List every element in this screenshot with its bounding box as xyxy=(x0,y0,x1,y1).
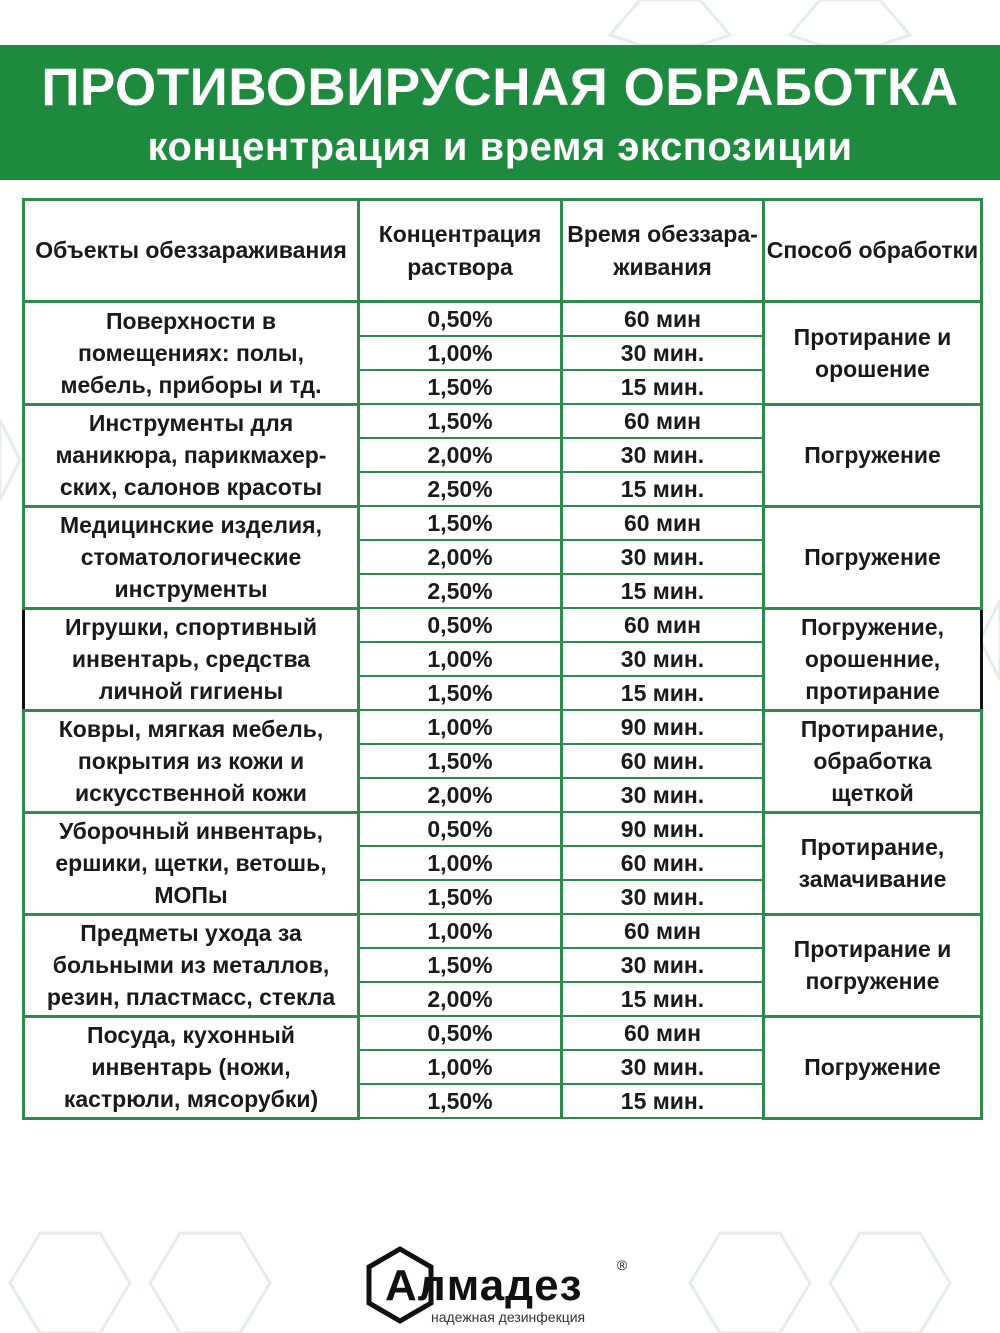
concentration-cell: 1,00% xyxy=(359,846,562,880)
concentration-cell: 1,50% xyxy=(359,506,562,540)
concentration-cell: 0,50% xyxy=(359,1016,562,1050)
concentration-cell: 0,50% xyxy=(359,608,562,642)
time-cell: 90 мин. xyxy=(562,812,764,846)
method-cell: Протирание и погружение xyxy=(764,914,982,1016)
concentration-cell: 1,00% xyxy=(359,710,562,744)
object-cell: Медицинские изделия, стоматологические инструменты xyxy=(24,506,359,608)
time-cell: 15 мин. xyxy=(562,676,764,710)
time-cell: 30 мин. xyxy=(562,336,764,370)
concentration-cell: 1,00% xyxy=(359,1050,562,1084)
concentration-cell: 2,50% xyxy=(359,472,562,506)
time-cell: 15 мин. xyxy=(562,982,764,1016)
concentration-cell: 1,50% xyxy=(359,880,562,914)
concentration-cell: 1,50% xyxy=(359,370,562,404)
time-cell: 15 мин. xyxy=(562,1084,764,1118)
method-cell: Погружение, орошенние, протирание xyxy=(764,608,982,710)
concentration-cell: 2,00% xyxy=(359,438,562,472)
registered-mark: ® xyxy=(617,1257,628,1273)
concentration-cell: 2,00% xyxy=(359,982,562,1016)
time-cell: 30 мин. xyxy=(562,778,764,812)
header-banner xyxy=(0,45,1000,180)
time-cell: 60 мин xyxy=(562,506,764,540)
time-cell: 90 мин. xyxy=(562,710,764,744)
time-cell: 60 мин. xyxy=(562,744,764,778)
time-cell: 30 мин. xyxy=(562,642,764,676)
time-cell: 30 мин. xyxy=(562,438,764,472)
object-cell: Уборочный инвентарь, ершики, щетки, ветошь, МОПы xyxy=(24,812,359,914)
concentration-cell: 1,50% xyxy=(359,1084,562,1118)
time-cell: 60 мин xyxy=(562,404,764,438)
column-header-method: Способ обработки xyxy=(764,200,982,302)
time-cell: 30 мин. xyxy=(562,1050,764,1084)
concentration-cell: 0,50% xyxy=(359,302,562,337)
table-row xyxy=(24,710,982,744)
object-cell: Инструменты для маникюра, парикмахер-ских, салонов красоты xyxy=(24,404,359,506)
concentration-cell: 2,00% xyxy=(359,778,562,812)
concentration-cell: 2,00% xyxy=(359,540,562,574)
table-row xyxy=(24,1016,982,1050)
page-subtitle: концентрация и время экспозиции xyxy=(147,125,853,169)
column-header-time: Время обеззара-живания xyxy=(562,200,764,302)
table-row xyxy=(24,506,982,540)
method-cell: Погружение xyxy=(764,404,982,506)
method-cell: Протирание, замачивание xyxy=(764,812,982,914)
column-header-objects: Объекты обеззараживания xyxy=(24,200,359,302)
object-cell: Игрушки, спортивный инвентарь, средства личной гигиены xyxy=(24,608,359,710)
concentration-cell: 1,50% xyxy=(359,948,562,982)
table-row xyxy=(24,608,982,642)
time-cell: 60 мин. xyxy=(562,846,764,880)
time-cell: 30 мин. xyxy=(562,540,764,574)
treatment-table xyxy=(22,198,983,1120)
time-cell: 60 мин xyxy=(562,1016,764,1050)
method-cell: Погружение xyxy=(764,506,982,608)
page-title: ПРОТИВОВИРУСНАЯ ОБРАБОТКА xyxy=(41,58,959,117)
object-cell: Предметы ухода за больными из металлов, резин, пластмасс, стекла xyxy=(24,914,359,1016)
time-cell: 15 мин. xyxy=(562,574,764,608)
table-row xyxy=(24,302,982,337)
table-row xyxy=(24,404,982,438)
brand-tagline: надежная дезинфекция xyxy=(431,1309,586,1325)
time-cell: 60 мин xyxy=(562,608,764,642)
time-cell: 30 мин. xyxy=(562,880,764,914)
time-cell: 15 мин. xyxy=(562,472,764,506)
object-cell: Поверхности в помещениях: полы, мебель, приборы и тд. xyxy=(24,302,359,405)
method-cell: Протирание, обработка щеткой xyxy=(764,710,982,812)
concentration-cell: 0,50% xyxy=(359,812,562,846)
time-cell: 30 мин. xyxy=(562,948,764,982)
column-header-concentration: Концентрация раствора xyxy=(359,200,562,302)
object-cell: Ковры, мягкая мебель, покрытия из кожи и искусственной кожи xyxy=(24,710,359,812)
concentration-cell: 1,50% xyxy=(359,404,562,438)
object-cell: Посуда, кухонный инвентарь (ножи, кастрюли, мясорубки) xyxy=(24,1016,359,1118)
table-row xyxy=(24,914,982,948)
table-row xyxy=(24,812,982,846)
method-cell: Погружение xyxy=(764,1016,982,1118)
time-cell: 60 мин xyxy=(562,914,764,948)
concentration-cell: 1,50% xyxy=(359,676,562,710)
time-cell: 15 мин. xyxy=(562,370,764,404)
brand-logo xyxy=(365,1243,645,1328)
concentration-cell: 1,00% xyxy=(359,642,562,676)
concentration-cell: 1,00% xyxy=(359,914,562,948)
concentration-cell: 1,50% xyxy=(359,744,562,778)
table-header-row xyxy=(24,200,982,302)
concentration-cell: 2,50% xyxy=(359,574,562,608)
brand-name: Алмадез xyxy=(385,1261,583,1310)
method-cell: Протирание и орошение xyxy=(764,302,982,405)
time-cell: 60 мин xyxy=(562,302,764,337)
concentration-cell: 1,00% xyxy=(359,336,562,370)
